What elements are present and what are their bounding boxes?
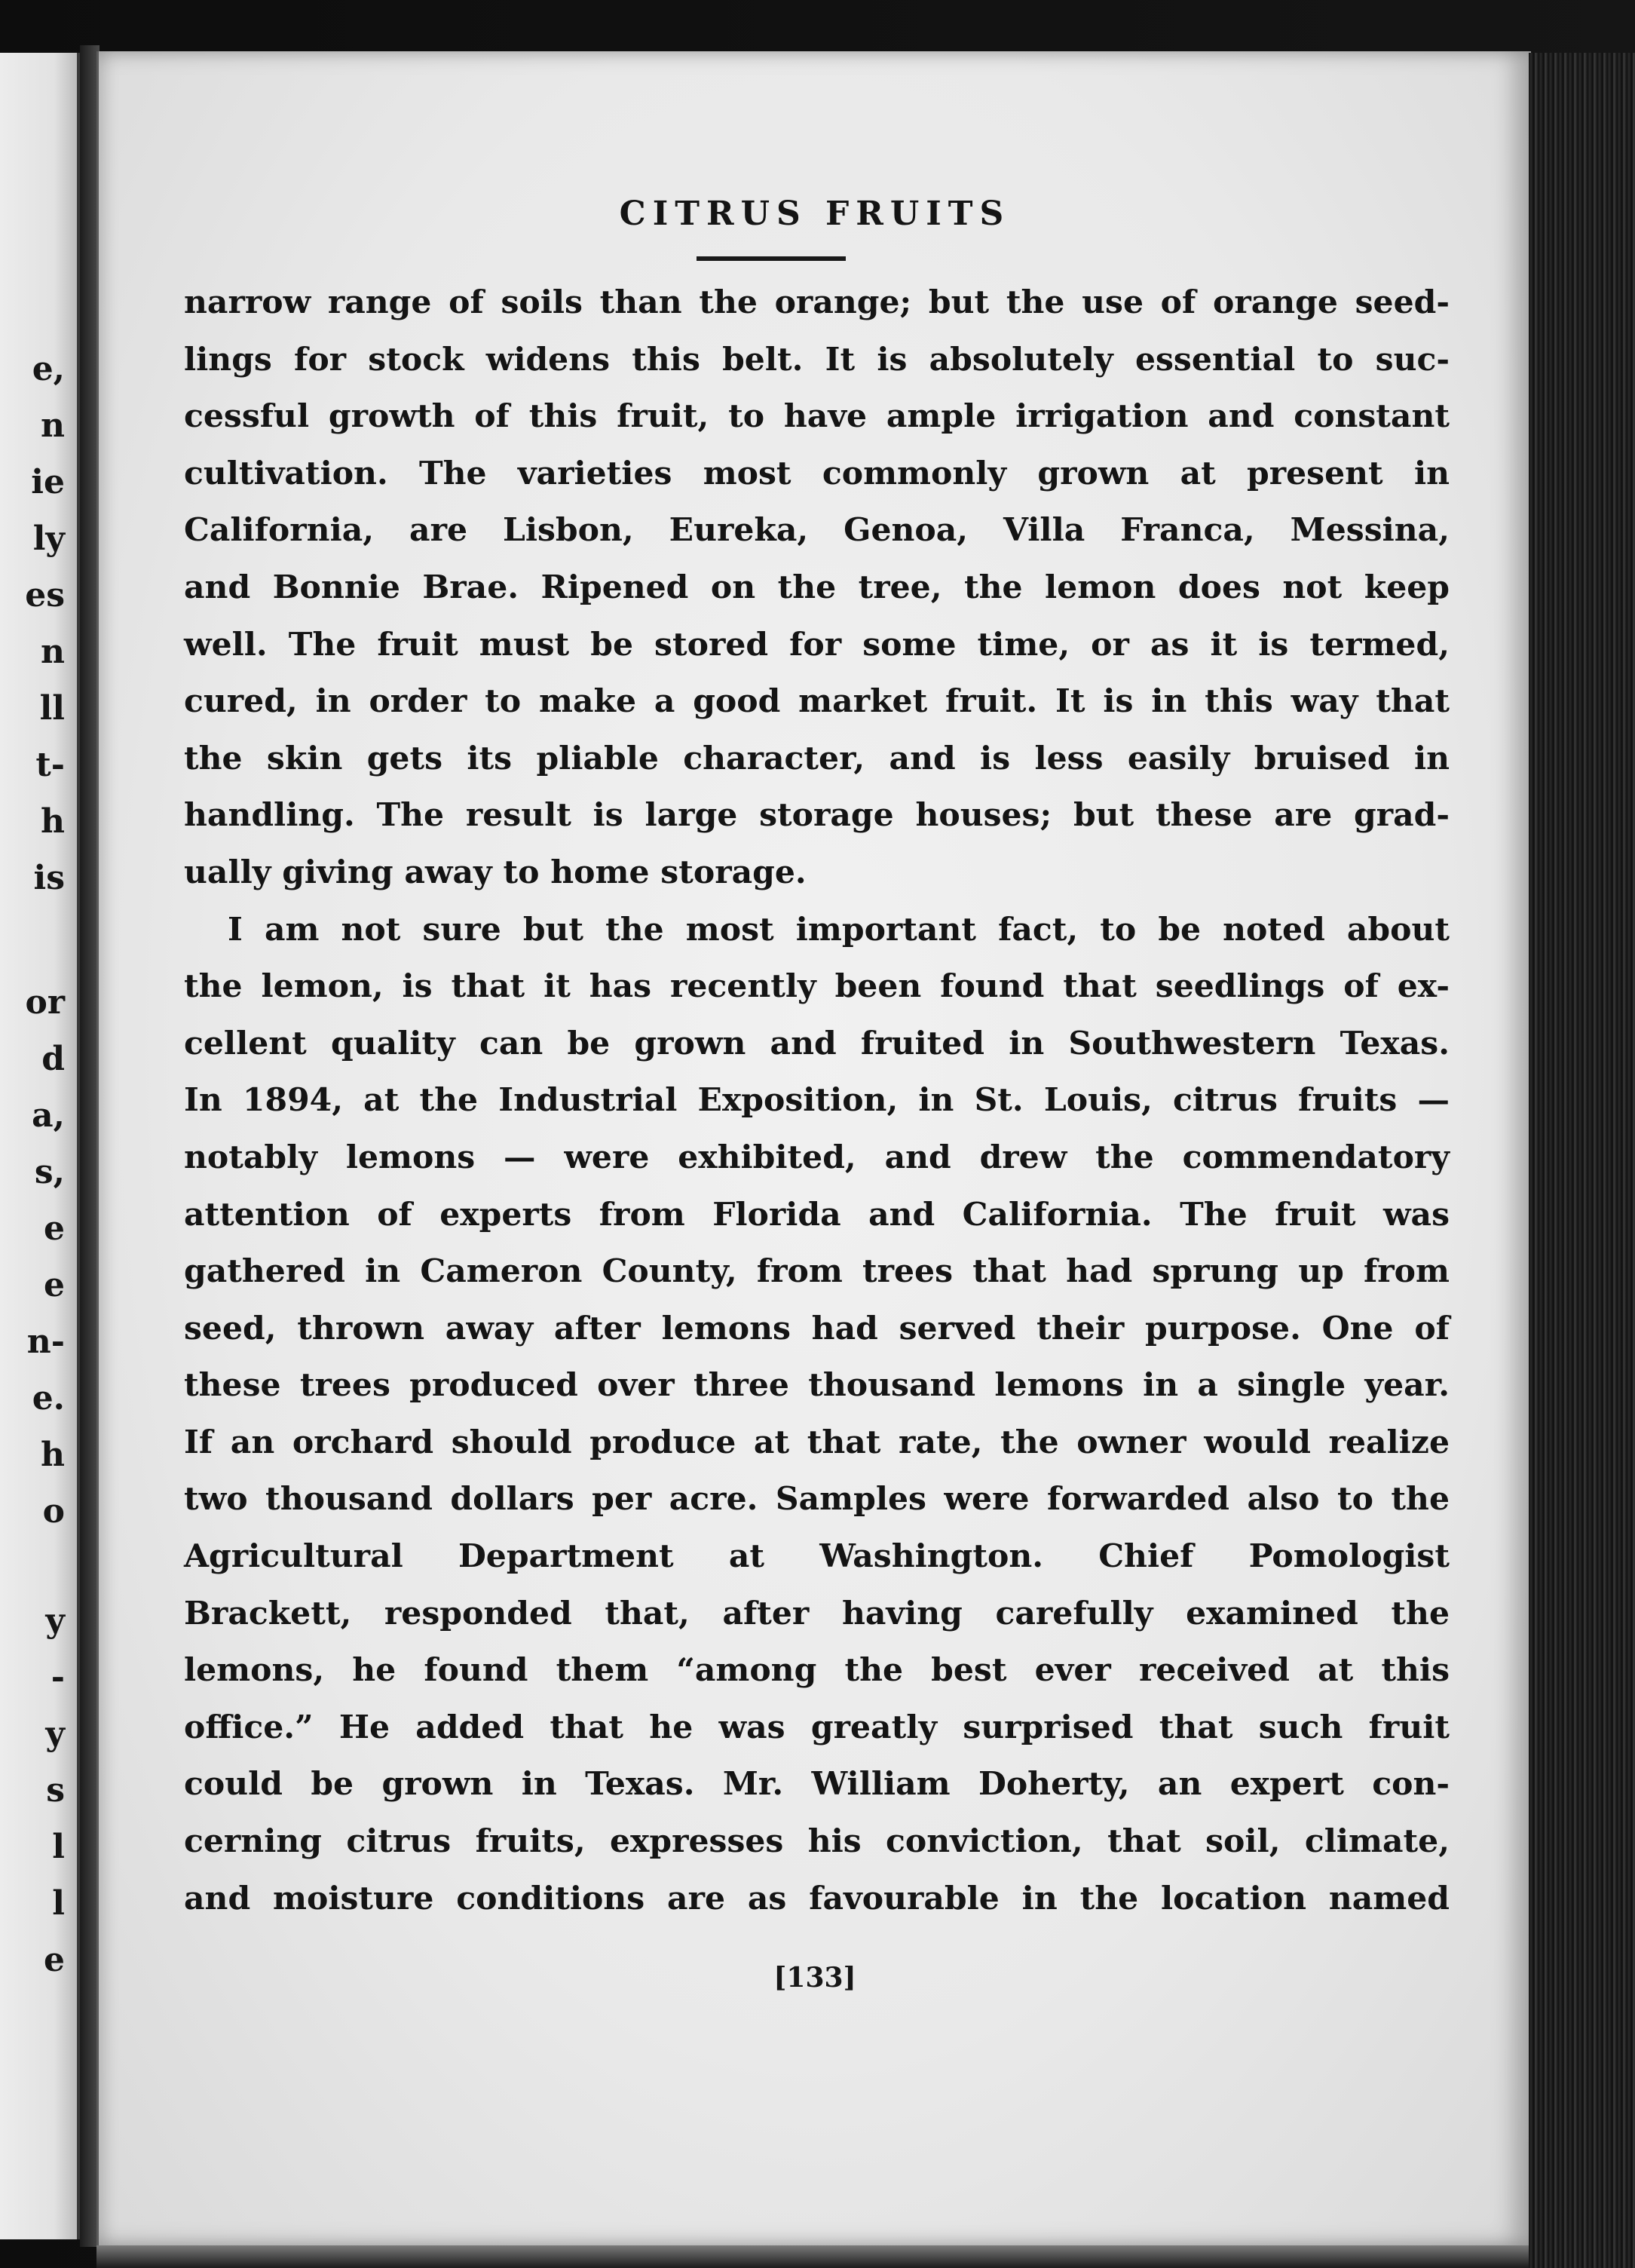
left-page-fragment: d (41, 1040, 65, 1078)
left-page-fragment: n- (26, 1322, 65, 1361)
paragraph-1-line: narrow range of soils than the orange; but the use of orange seed- (184, 284, 1450, 321)
paragraph-2-line: notably lemons — were exhibited, and drew the commendatory (184, 1138, 1450, 1176)
paragraph-2-line: office.” He added that he was greatly surprised that such fruit (184, 1708, 1450, 1746)
left-page-fragment: e (44, 1266, 65, 1304)
left-page-fragment: l (52, 1828, 65, 1866)
paragraph-1-line: handling. The result is large storage houses; but these are grad- (184, 796, 1450, 835)
left-page-fragment: - (51, 1658, 65, 1696)
left-page-fragment: ll (39, 689, 65, 728)
paragraph-2-line: cellent quality can be grown and fruited in Southwestern Texas. (184, 1024, 1450, 1062)
paragraph-2-line: two thousand dollars per acre. Samples were forwarded also to the (184, 1480, 1450, 1519)
left-page-fragment: a, (32, 1096, 65, 1135)
book-fore-edge (1529, 53, 1635, 2268)
paragraph-1-line: the skin gets its pliable character, and is less easily bruised in (184, 739, 1450, 777)
left-page-fragment: e. (32, 1379, 65, 1418)
paragraph-1-line: well. The fruit must be stored for some time, or as it is termed, (184, 625, 1450, 664)
running-head: CITRUS FRUITS (619, 195, 1011, 233)
left-page-fragment: t- (35, 746, 65, 784)
paragraph-2-line: I am not sure but the most important fact, to be noted about (228, 910, 1450, 949)
left-page-fragment: e, (32, 350, 65, 388)
paragraph-2-line: and moisture conditions are as favourable in the location named (184, 1879, 1450, 1917)
paragraph-2-line: If an orchard should produce at that rate, the owner would realize (184, 1423, 1450, 1461)
left-page-fragment: h (41, 1436, 65, 1474)
paragraph-2-line: In 1894, at the Industrial Exposition, in St. Louis, citrus fruits — (184, 1081, 1450, 1120)
paragraph-1-line: California, are Lisbon, Eureka, Genoa, Villa Franca, Messina, (184, 511, 1450, 550)
paragraph-2-line: Brackett, responded that, after having carefully examined the (184, 1594, 1450, 1632)
left-page-fragment: is (33, 859, 65, 897)
left-page-fragment: s (46, 1771, 65, 1810)
paragraph-2-line: attention of experts from Florida and California. The fruit was (184, 1195, 1450, 1234)
paragraph-2-line: these trees produced over three thousand lemons in a single year. (184, 1366, 1450, 1405)
paragraph-2-line: cerning citrus fruits, expresses his conviction, that soil, climate, (184, 1822, 1450, 1861)
left-facing-page (0, 53, 80, 2239)
body-text (184, 274, 1450, 1927)
paragraph-2-line: lemons, he found them “among the best ever received at this (184, 1651, 1450, 1690)
left-page-fragment: h (41, 802, 65, 841)
paragraph-1-line: cultivation. The varieties most commonly grown at present in (184, 454, 1450, 492)
left-page-fragment: s, (34, 1153, 65, 1191)
left-page-fragment: es (25, 576, 65, 615)
left-page-fragment: ie (31, 463, 65, 501)
paragraph-1-line: lings for stock widens this belt. It is absolutely essential to suc- (184, 340, 1450, 379)
page-number: [133] (773, 1962, 856, 1994)
right-page (96, 51, 1531, 2245)
left-page-fragment: y (45, 1601, 65, 1640)
paragraph-2-line: gathered in Cameron County, from trees that had sprung up from (184, 1252, 1450, 1291)
paragraph-2-line: seed, thrown away after lemons had served their purpose. One of (184, 1309, 1450, 1347)
left-page-fragment: n (41, 633, 65, 671)
left-page-fragment: ly (32, 519, 65, 558)
left-page-fragment: l (52, 1884, 65, 1923)
paragraph-2-line: Agricultural Department at Washington. Chief Pomologist (184, 1537, 1450, 1576)
paragraph-1-line: cured, in order to make a good market fruit. It is in this way that (184, 682, 1450, 721)
left-page-fragment: or (25, 983, 65, 1022)
paragraph-1-line: cessful growth of this fruit, to have ample irrigation and constant (184, 397, 1450, 436)
paragraph-1-line: and Bonnie Brae. Ripened on the tree, the lemon does not keep (184, 568, 1450, 606)
head-rule (697, 256, 846, 261)
paragraph-1-line: ually giving away to home storage. (184, 853, 807, 891)
paragraph-2-line: could be grown in Texas. Mr. William Doherty, an expert con- (184, 1765, 1450, 1804)
paragraph-2-line: the lemon, is that it has recently been found that seedlings of ex- (184, 967, 1450, 1006)
left-page-fragment: n (41, 406, 65, 445)
page-bottom-edge (96, 2245, 1529, 2268)
left-page-fragment: y (45, 1715, 65, 1753)
left-page-fragment: e (44, 1209, 65, 1248)
left-page-fragment: e (44, 1941, 65, 1979)
left-page-fragment: o (42, 1492, 65, 1531)
